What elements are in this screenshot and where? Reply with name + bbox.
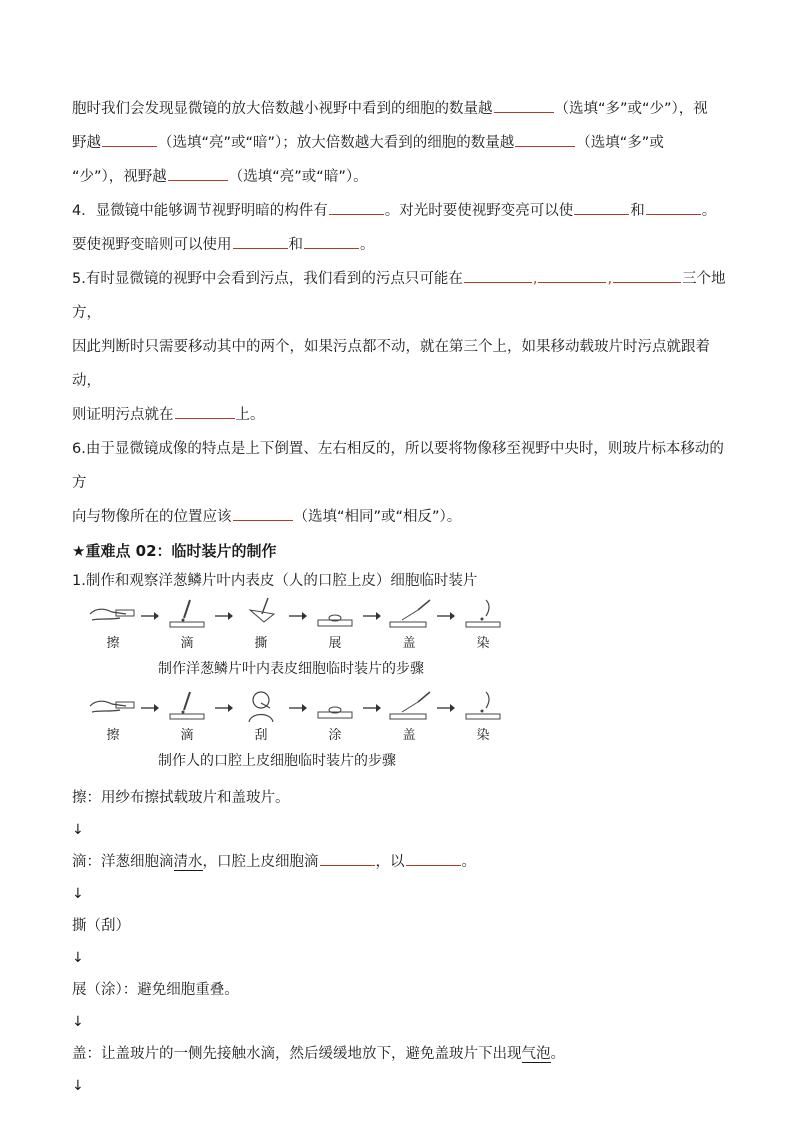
step-label: 擦 <box>106 636 120 651</box>
step-label: 盖 <box>402 636 416 651</box>
step-illustration <box>382 688 436 722</box>
procedure-step <box>308 688 362 743</box>
procedure-step <box>86 596 140 651</box>
arrow-right-icon <box>436 611 456 621</box>
step-arrow <box>140 596 160 636</box>
paragraph-5-end: 则证明污点就在 上。 <box>72 398 732 432</box>
onion-procedure-figure <box>86 596 546 682</box>
step-arrow <box>436 688 456 728</box>
figure-caption: 制作人的口腔上皮细胞临时装片的步骤 <box>158 753 396 769</box>
step-gai-text: 盖：让盖玻片的一侧先接触水滴，然后缓缓地放下，避免盖玻片下出现气泡。 <box>72 1046 565 1062</box>
step-illustration <box>456 596 510 630</box>
step-arrow <box>288 688 308 728</box>
step-arrow <box>214 688 234 728</box>
step-ca-text: 擦：用纱布擦拭载玻片和盖玻片。 <box>72 790 290 806</box>
arrow-right-icon <box>140 611 160 621</box>
paragraph-3-cont: 野越 （选填“亮”或“暗”）；放大倍数越大看到的细胞的数量越 （选填“多”或 <box>72 126 732 160</box>
down-arrow: ↓ <box>72 886 84 902</box>
answer-blank[interactable] <box>515 132 575 147</box>
answer-blank[interactable] <box>574 200 629 215</box>
down-arrow: ↓ <box>72 1014 84 1030</box>
procedure-step <box>234 688 288 743</box>
step-label: 擦 <box>106 728 120 743</box>
procedure-step <box>86 688 140 743</box>
procedure-step <box>456 688 510 743</box>
arrow-right-icon <box>362 703 382 713</box>
step-label: 盖 <box>402 728 416 743</box>
procedure-step <box>160 596 214 651</box>
step-label: 滴 <box>180 636 194 651</box>
step-arrow <box>362 596 382 636</box>
arrow-right-icon <box>436 703 456 713</box>
step-label: 展 <box>328 636 342 651</box>
arrow-right-icon <box>362 611 382 621</box>
step-illustration <box>456 688 510 722</box>
answer-blank[interactable] <box>494 98 554 113</box>
procedure-step <box>382 688 436 743</box>
paragraph-3-end: “少”），视野越 （选填“亮”或“暗”）。 <box>72 160 732 194</box>
paragraph-5: 5.有时显微镜的视野中会看到污点，我们看到的污点只可能在 , , 三个地方， <box>72 262 732 330</box>
figure-caption: 制作洋葱鳞片叶内表皮细胞临时装片的步骤 <box>158 661 424 677</box>
step-label: 涂 <box>328 728 342 743</box>
procedure-step <box>160 688 214 743</box>
arrow-right-icon <box>288 611 308 621</box>
step-illustration <box>234 596 288 630</box>
step-label: 染 <box>476 728 490 743</box>
procedure-step <box>382 596 436 651</box>
answer-blank[interactable] <box>329 200 384 215</box>
answer-blank[interactable] <box>538 268 606 283</box>
answer-blank[interactable] <box>320 851 375 866</box>
step-illustration <box>160 596 214 630</box>
step-zhan-text: 展（涂）：避免细胞重叠。 <box>72 982 239 998</box>
step-illustration <box>160 688 214 722</box>
answer-blank[interactable] <box>233 234 288 249</box>
step-illustration <box>308 688 362 722</box>
answer-blank[interactable] <box>233 506 293 521</box>
step-di-text: 滴：洋葱细胞滴清水，口腔上皮细胞滴 ，以 。 <box>72 846 732 878</box>
step-label: 撕 <box>254 636 268 651</box>
step-illustration <box>86 688 140 722</box>
step-illustration <box>382 596 436 630</box>
answer-blank[interactable] <box>464 268 532 283</box>
step-arrow <box>288 596 308 636</box>
arrow-right-icon <box>214 703 234 713</box>
answer-blank[interactable] <box>613 268 681 283</box>
procedure-step <box>456 596 510 651</box>
answer-blank[interactable] <box>168 166 228 181</box>
step-label: 刮 <box>254 728 268 743</box>
paragraph-5-cont: 因此判断时只需要移动其中的两个，如果污点都不动，就在第三个上，如果移动载玻片时污点就跟着动， <box>72 339 710 389</box>
paragraph-3: 胞时我们会发现显微镜的放大倍数越小视野中看到的细胞的数量越 （选填“多”或“少”），视 <box>72 92 732 126</box>
paragraph-4-cont: 要使视野变暗则可以使用 和 。 <box>72 228 732 262</box>
cheek-procedure-figure <box>86 688 546 774</box>
section-heading: ★重难点 02：临时装片的制作 <box>72 542 277 560</box>
answer-blank[interactable] <box>406 851 461 866</box>
step-si-text: 撕（刮） <box>72 918 130 934</box>
arrow-right-icon <box>140 703 160 713</box>
step-illustration <box>308 596 362 630</box>
step-illustration <box>234 688 288 722</box>
procedure-step <box>308 596 362 651</box>
arrow-right-icon <box>214 611 234 621</box>
step-arrow <box>362 688 382 728</box>
step-illustration <box>86 596 140 630</box>
item-1-title: 1.制作和观察洋葱鳞片叶内表皮（人的口腔上皮）细胞临时装片 <box>72 573 478 589</box>
worksheet-page <box>72 92 732 1102</box>
paragraph-4: 4．显微镜中能够调节视野明暗的构件有 。对光时要使视野变亮可以使 和 。 <box>72 194 732 228</box>
step-arrow <box>214 596 234 636</box>
paragraph-6-cont: 向与物像所在的位置应该 （选填“相同”或“相反”）。 <box>72 500 732 534</box>
paragraph-6: 6.由于显微镜成像的特点是上下倒置、左右相反的，所以要将物像移至视野中央时，则玻片标本移动的方 <box>72 441 724 491</box>
step-arrow <box>140 688 160 728</box>
answer-blank[interactable] <box>646 200 701 215</box>
down-arrow: ↓ <box>72 950 84 966</box>
answer-blank[interactable] <box>175 404 235 419</box>
arrow-right-icon <box>288 703 308 713</box>
down-arrow: ↓ <box>72 1078 84 1094</box>
down-arrow: ↓ <box>72 822 84 838</box>
step-arrow <box>436 596 456 636</box>
step-label: 染 <box>476 636 490 651</box>
procedure-step <box>234 596 288 651</box>
answer-blank[interactable] <box>304 234 359 249</box>
step-label: 滴 <box>180 728 194 743</box>
answer-blank[interactable] <box>102 132 157 147</box>
